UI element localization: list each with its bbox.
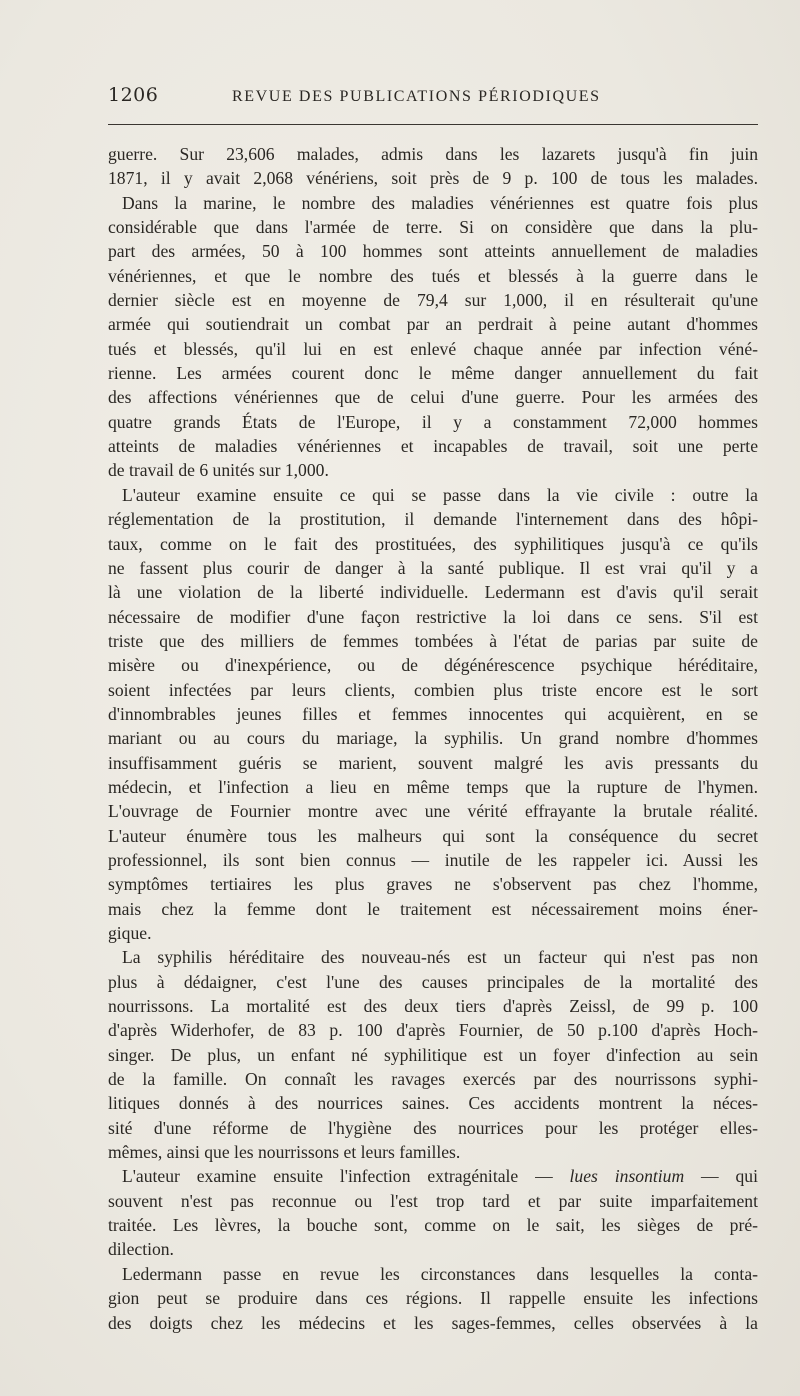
text-line: de la famille. On connaît les ravages exercés par des nourrissons syphi- bbox=[108, 1069, 758, 1090]
text-line: guerre. Sur 23,606 malades, admis dans les lazarets jusqu'à fin juin bbox=[108, 144, 758, 164]
text-line: là une violation de la liberté individuelle. Ledermann est d'avis qu'il serait bbox=[108, 582, 758, 603]
text-line: dilection. bbox=[108, 1239, 174, 1260]
text-line: L'auteur énumère tous les malheurs qui sont la conséquence du secret bbox=[108, 825, 758, 846]
text-line: 1871, il y avait 2,068 vénériens, soit près de 9 p. 100 de tous les malades. bbox=[108, 168, 758, 189]
text-line: armée qui soutiendrait un combat par an perdrait à peine autant d'hommes bbox=[108, 314, 758, 335]
text-line: médecin, et l'infection a lieu en même temps que la rupture de l'hymen. bbox=[108, 776, 758, 797]
page-number: 1206 bbox=[108, 84, 159, 106]
text-line: rienne. Les armées courent donc le même danger annuellement du fait bbox=[108, 363, 758, 384]
text-line: ne fassent plus courir de danger à la santé publique. Il est vrai qu'il y a bbox=[108, 557, 758, 578]
text-line: mêmes, ainsi que les nourrissons et leurs familles. bbox=[108, 1142, 461, 1163]
text-line: quatre grands États de l'Europe, il y a constamment 72,000 hommes bbox=[108, 411, 758, 432]
page-header bbox=[108, 84, 758, 114]
text-line: mariant ou au cours du mariage, la syphilis. Un grand nombre d'hommes bbox=[108, 728, 758, 749]
article-body bbox=[108, 142, 758, 1335]
text-line: triste que des milliers de femmes tombées à l'état de parias par suite de bbox=[108, 630, 758, 651]
text-line: misère ou d'inexpérience, ou de dégénérescence psychique héréditaire, bbox=[108, 655, 758, 676]
text-line: des affections vénériennes que de celui d'une guerre. Pour les armées des bbox=[108, 387, 758, 408]
text-line: litiques donnés à des nourrices saines. Ces accidents montrent la néces- bbox=[108, 1093, 758, 1114]
text-line: de travail de 6 unités sur 1,000. bbox=[108, 460, 329, 481]
text-line: atteints de maladies vénériennes et incapables de travail, soit une perte bbox=[108, 436, 758, 457]
text-line: professionnel, ils sont bien connus — inutile de les rappeler ici. Aussi les bbox=[108, 849, 758, 870]
text-line: gion peut se produire dans ces régions. Il rappelle ensuite les infections bbox=[108, 1288, 758, 1309]
text-line: L'auteur examine ensuite ce qui se passe dans la vie civile : outre la bbox=[122, 484, 758, 505]
text-line: mais chez la femme dont le traitement est nécessairement moins éner- bbox=[108, 898, 758, 919]
text-line: Ledermann passe en revue les circonstances dans lesquelles la conta- bbox=[122, 1263, 758, 1284]
text-line: sité d'une réforme de l'hygiène des nourrices pour les protéger elles- bbox=[108, 1117, 758, 1138]
text-line: des doigts chez les médecins et les sages-femmes, celles observées à la bbox=[108, 1312, 758, 1333]
text-line: d'après Widerhofer, de 83 p. 100 d'après Fournier, de 50 p.100 d'après Hoch- bbox=[108, 1020, 758, 1041]
text-line: considérable que dans l'armée de terre. Si on considère que dans la plu- bbox=[108, 217, 758, 238]
text-fragment: L'auteur examine ensuite l'infection extragénitale — bbox=[122, 1166, 553, 1187]
text-line: vénériennes, et que le nombre des tués et blessés à la guerre dans le bbox=[108, 265, 758, 286]
text-fragment: — qui bbox=[701, 1166, 758, 1187]
text-line: Dans la marine, le nombre des maladies vénériennes est quatre fois plus bbox=[122, 192, 758, 213]
text-line: taux, comme on le fait des prostituées, des syphilitiques jusqu'à ce qu'ils bbox=[108, 533, 758, 554]
italic-term: lues insontium bbox=[569, 1166, 685, 1187]
text-line-with-italic bbox=[108, 1164, 758, 1188]
text-line: souvent n'est pas reconnue ou l'est trop tard et par suite imparfaitement bbox=[108, 1190, 758, 1211]
text-line: nourrissons. La mortalité est des deux tiers d'après Zeissl, de 99 p. 100 bbox=[108, 996, 758, 1017]
text-line: nécessaire de modifier d'une façon restrictive la loi dans ce sens. S'il est bbox=[108, 606, 758, 627]
text-line: symptômes tertiaires les plus graves ne s'observent pas chez l'homme, bbox=[108, 874, 758, 895]
text-line: d'innombrables jeunes filles et femmes innocentes qui acquièrent, en se bbox=[108, 703, 758, 724]
text-line: tués et blessés, qu'il lui en est enlevé chaque année par infection véné- bbox=[108, 338, 758, 359]
text-line: traitée. Les lèvres, la bouche sont, comme on le sait, les sièges de pré- bbox=[108, 1215, 758, 1236]
text-line: réglementation de la prostitution, il demande l'internement dans des hôpi- bbox=[108, 509, 758, 530]
text-line: L'ouvrage de Fournier montre avec une vérité effrayante la brutale réalité. bbox=[108, 801, 758, 822]
header-rule bbox=[108, 124, 758, 125]
text-line: La syphilis héréditaire des nouveau-nés est un facteur qui n'est pas non bbox=[122, 947, 758, 968]
text-line: plus à dédaigner, c'est l'une des causes principales de la mortalité des bbox=[108, 971, 758, 992]
text-line: soient infectées par leurs clients, combien plus triste encore est le sort bbox=[108, 679, 758, 700]
text-line: part des armées, 50 à 100 hommes sont atteints annuellement de maladies bbox=[108, 241, 758, 262]
running-title: REVUE DES PUBLICATIONS PÉRIODIQUES bbox=[232, 88, 601, 105]
text-line: gique. bbox=[108, 923, 152, 943]
text-line: dernier siècle est en moyenne de 79,4 sur 1,000, il en résulterait qu'une bbox=[108, 290, 758, 311]
text-line: insuffisamment guéris se marient, souvent malgré les avis pressants du bbox=[108, 752, 758, 773]
text-line: singer. De plus, un enfant né syphilitique est un foyer d'infection au sein bbox=[108, 1044, 758, 1065]
